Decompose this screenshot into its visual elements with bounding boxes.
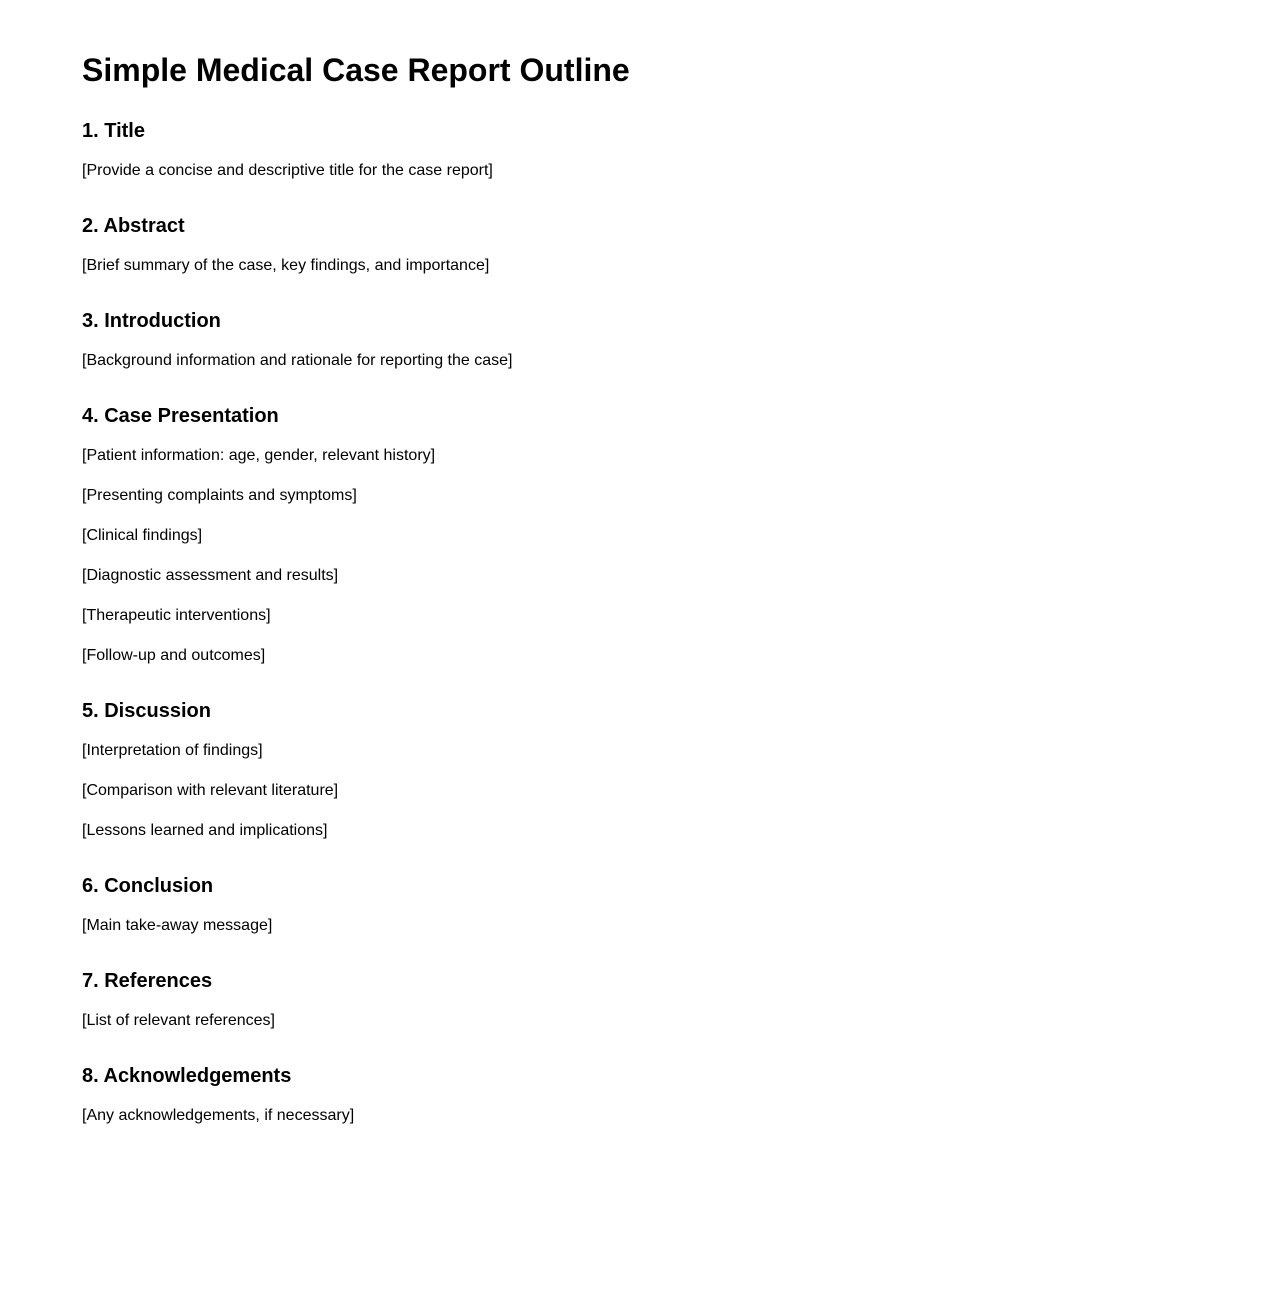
section-placeholder-text: [Diagnostic assessment and results] [82,567,339,584]
section-placeholder-text: [Comparison with relevant literature] [82,782,339,799]
section [82,214,1196,278]
section-heading: 5. Discussion [82,700,211,722]
section-placeholder-text: [Clinical findings] [82,527,203,544]
page-title: Simple Medical Case Report Outline [82,52,630,88]
section-placeholder-text: [Main take-away message] [82,917,273,934]
section-placeholder-text: [Interpretation of findings] [82,742,263,759]
section-heading: 8. Acknowledgements [82,1065,292,1087]
section [82,119,1196,183]
section [82,969,1196,1033]
section-heading: 1. Title [82,120,145,142]
section-placeholder-text: [List of relevant references] [82,1012,275,1029]
sections [82,119,1196,1128]
section-placeholder-text: [Brief summary of the case, key findings, and importance] [82,257,490,274]
section-placeholder-text: [Presenting complaints and symptoms] [82,487,357,504]
section [82,404,1196,668]
section-placeholder-text: [Follow-up and outcomes] [82,647,266,664]
section [82,874,1196,938]
section-placeholder-text: [Therapeutic interventions] [82,607,271,624]
section-placeholder-text: [Any acknowledgements, if necessary] [82,1107,355,1124]
section-placeholder-text: [Patient information: age, gender, relevant history] [82,447,436,464]
section-heading: 7. References [82,970,213,992]
section [82,1064,1196,1128]
section [82,309,1196,373]
section-placeholder-text: [Lessons learned and implications] [82,822,328,839]
section-placeholder-text: [Provide a concise and descriptive title for the case report] [82,162,493,179]
section-heading: 3. Introduction [82,310,221,332]
section-heading: 6. Conclusion [82,875,214,897]
section-heading: 2. Abstract [82,215,185,237]
section [82,699,1196,843]
section-placeholder-text: [Background information and rationale for reporting the case] [82,352,513,369]
section-heading: 4. Case Presentation [82,405,279,427]
